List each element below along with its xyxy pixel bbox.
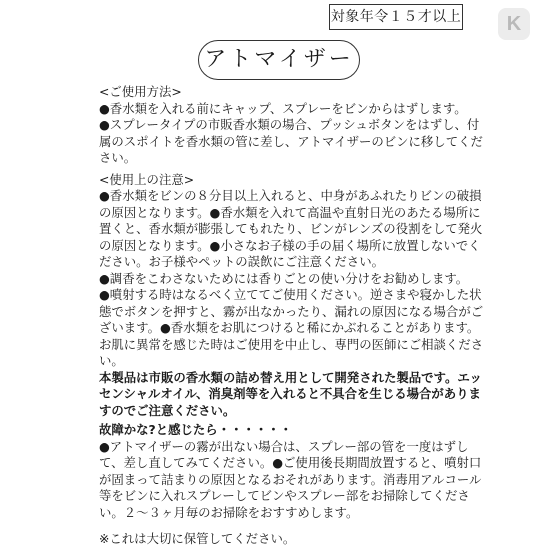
troubleshooting-heading: 故障かな?と感じたら・・・・・・ (99, 422, 293, 437)
instructions-body (99, 84, 489, 548)
product-notice: 本製品は市販の香水類の詰め替え用として開発された製品です。エッセンシャルオイル、消臭剤等を入れると不具合を生じる場合がありますのでご注意ください。 (99, 369, 482, 418)
troubleshooting-item: ●アトマイザーの霧が出ない場合は、スプレー部の管を一度はずして、差し直してみてください。●ご使用後長期間放置すると、噴射口が固まって詰まりの原因となるおそれがあります。消毒用アルコール等をビンに入れスプレーしてビンやスプレー部をお掃除してください。２～３ヶ月毎のお掃除をおすすめします。 (99, 438, 482, 520)
caution-item-2: ●調香をこわさないためには香りごとの使い分けをお勧めします。 (99, 270, 469, 286)
brand-logo-icon: K (498, 8, 530, 40)
caution-heading: <使用上の注意> (99, 171, 195, 187)
caution-item-3: ●噴射する時はなるべく立ててご使用ください。逆さまや寝かした状態でボタンを押すと、霧が出なかったり、漏れの原因になる場合がございます。●香水類をお肌につけると稀にかぶれることがあります。お肌に異常を感じた時はご使用を中止し、専門の医師にご相談ください。 (99, 287, 484, 368)
age-rating-badge: 対象年令１５才以上 (329, 4, 463, 30)
page-title: アトマイザー (198, 40, 360, 80)
footnote: ※これは大切に保管してください。 (99, 531, 296, 546)
usage-item-1: ●香水類を入れる前にキャップ、スプレーをビンからはずします。 (99, 100, 467, 116)
usage-heading: <ご使用方法> (99, 84, 182, 99)
usage-item-2: ●スプレータイプの市販香水類の場合、プッシュボタンをはずし、付属のスポイトを香水類の管に差し、アトマイザーのビンに移してください。 (99, 117, 483, 165)
caution-item-1: ●香水類をビンの８分目以上入れると、中身があふれたりビンの破損の原因となります。●香水類を入れて高温や直射日光のあたる場所に置くと、香水類が膨張してもれたり、ビンがレンズの役割をして発火の原因となります。●小さなお子様の手の届く場所に放置しないでください。お子様やペットの誤飲にご注意ください。 (99, 188, 483, 269)
